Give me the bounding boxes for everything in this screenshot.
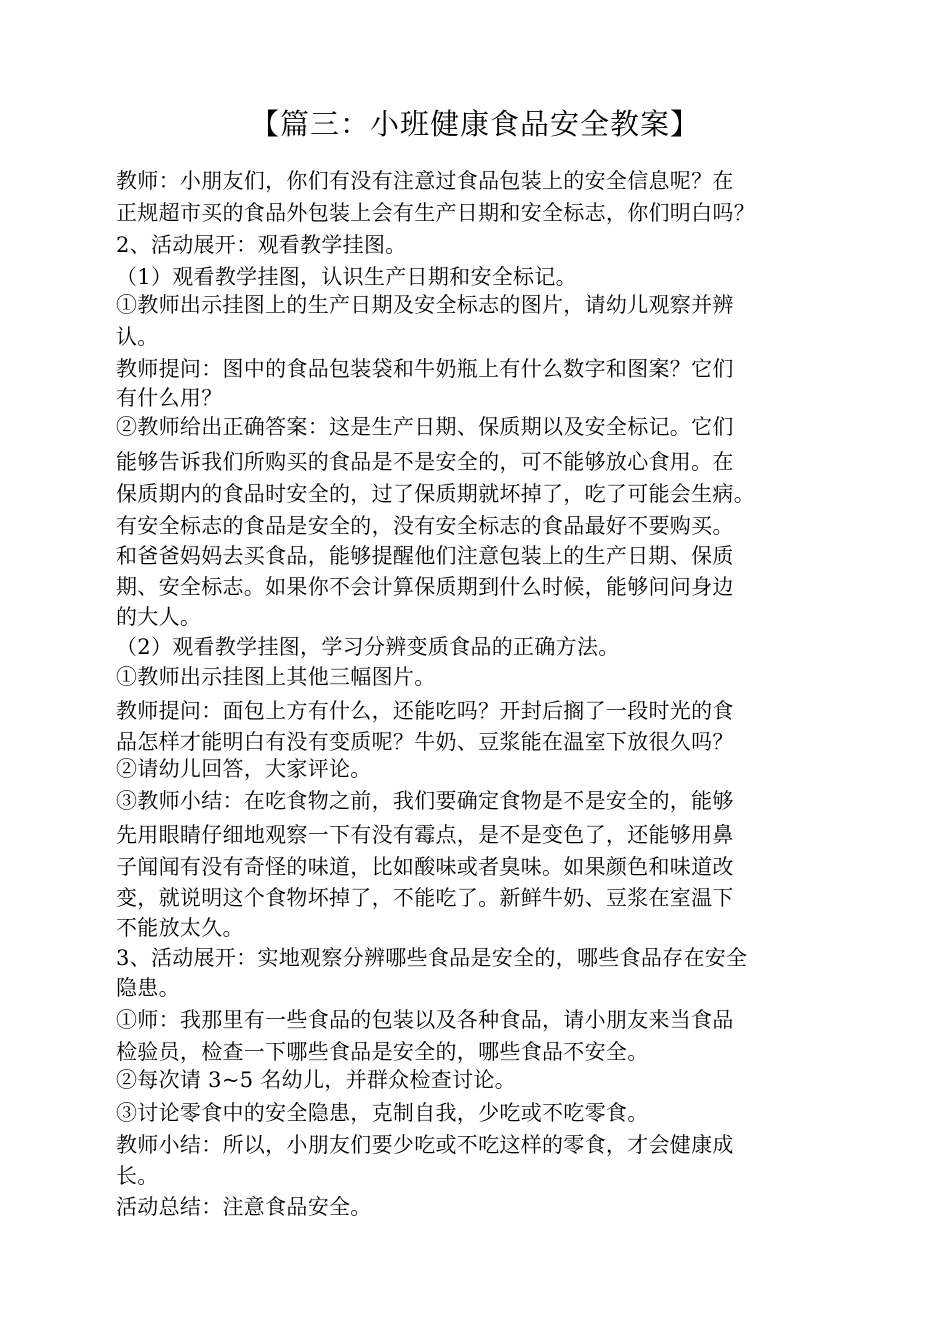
text-line: ②教师给出正确答案：这是生产日期、保质期以及安全标记。它们	[116, 415, 734, 439]
text-line: 2、活动展开：观看教学挂图。	[116, 233, 407, 257]
text-line: ③教师小结：在吃食物之前，我们要确定食物是不是安全的，能够	[116, 789, 734, 813]
text-line: 活动总结：注意食品安全。	[116, 1195, 372, 1219]
text-line: 有安全标志的食品是安全的，没有安全标志的食品最好不要购买。	[116, 514, 734, 538]
text-line: 期、安全标志。如果你不会计算保质期到什么时候，能够问问身边	[116, 575, 734, 599]
text-line: ③讨论零食中的安全隐患，克制自我，少吃或不吃零食。	[116, 1101, 649, 1125]
text-line: 教师提问：图中的食品包装袋和牛奶瓶上有什么数字和图案？它们	[116, 357, 734, 381]
text-line: 教师提问：面包上方有什么，还能吃吗？开封后搁了一段时光的食	[116, 699, 734, 723]
text-line: ①教师出示挂图上的生产日期及安全标志的图片，请幼儿观察并辨	[116, 293, 734, 317]
text-line: ①师：我那里有一些食品的包装以及各种食品，请小朋友来当食品	[116, 1008, 734, 1032]
text-line: 隐患。	[116, 976, 180, 1000]
text-line: ①教师出示挂图上其他三幅图片。	[116, 665, 436, 689]
text-line: ②每次请 3~5 名幼儿，并群众检查讨论。	[116, 1068, 516, 1092]
text-line: 品怎样才能明白有没有变质呢？牛奶、豆浆能在温室下放很久吗？	[116, 730, 734, 754]
text-line: 认。	[116, 325, 159, 349]
text-line: 3、活动展开：实地观察分辨哪些食品是安全的，哪些食品存在安全	[116, 946, 748, 970]
text-line: 和爸爸妈妈去买食品，能够提醒他们注意包装上的生产日期、保质	[116, 544, 734, 568]
document-title: 【篇三：小班健康食品安全教案】	[249, 107, 700, 141]
text-line: 子闻闻有没有奇怪的味道，比如酸味或者臭味。如果颜色和味道改	[116, 855, 734, 879]
text-line: 保质期内的食品时安全的，过了保质期就坏掉了，吃了可能会生病。	[116, 482, 755, 506]
text-line: 检验员，检查一下哪些食品是安全的，哪些食品不安全。	[116, 1040, 649, 1064]
text-line: 的大人。	[116, 605, 202, 629]
text-line: 有什么用？	[116, 386, 223, 410]
text-line: 教师小结：所以，小朋友们要少吃或不吃这样的零食，才会健康成	[116, 1133, 734, 1157]
text-line: 正规超市买的食品外包装上会有生产日期和安全标志，你们明白吗？	[116, 201, 755, 225]
text-line: （1）观看教学挂图，认识生产日期和安全标记。	[116, 265, 577, 289]
text-line: 能够告诉我们所购买的食品是不是安全的，可不能够放心食用。在	[116, 450, 734, 474]
text-line: 教师：小朋友们，你们有没有注意过食品包装上的安全信息呢？在	[116, 169, 734, 193]
text-line: 先用眼睛仔细地观察一下有没有霉点，是不是变色了，还能够用鼻	[116, 823, 734, 847]
text-line: 变，就说明这个食物坏掉了，不能吃了。新鲜牛奶、豆浆在室温下	[116, 886, 734, 910]
text-line: 不能放太久。	[116, 916, 244, 940]
text-line: 长。	[116, 1164, 159, 1188]
text-line: ②请幼儿回答，大家评论。	[116, 757, 372, 781]
text-line: （2）观看教学挂图，学习分辨变质食品的正确方法。	[116, 635, 620, 659]
